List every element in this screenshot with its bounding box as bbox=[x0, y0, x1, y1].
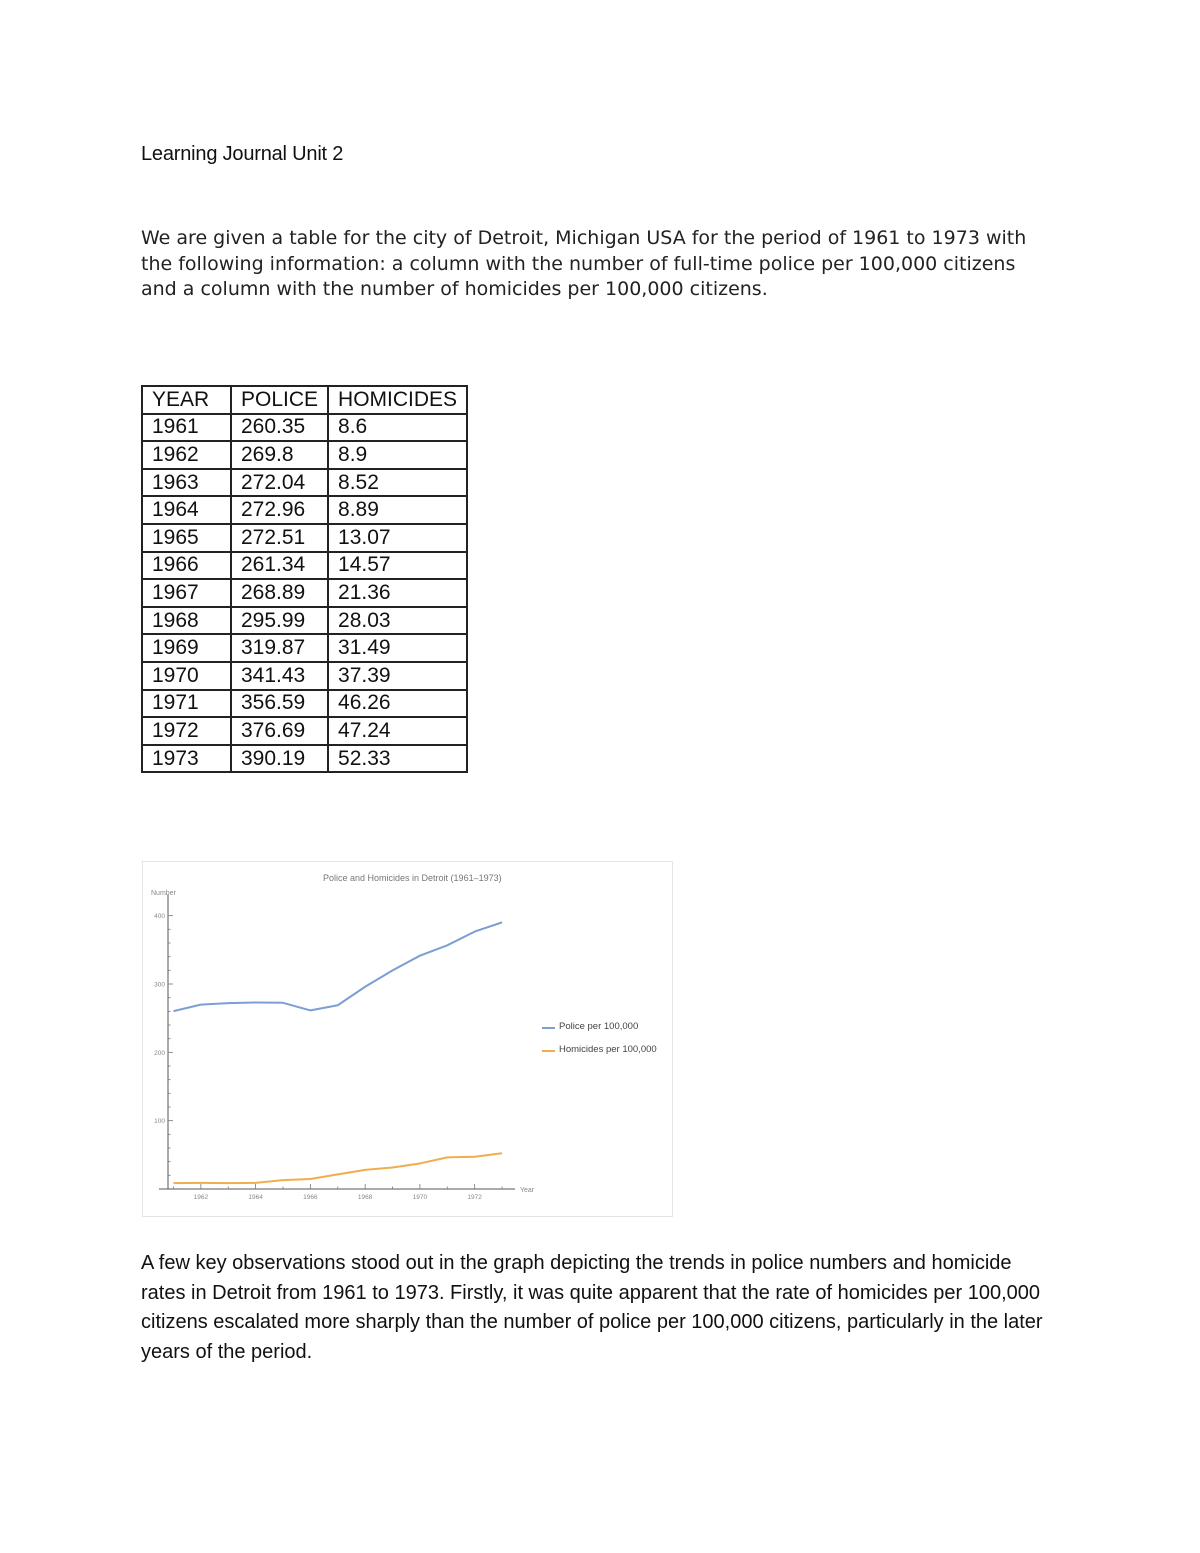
cell-homicides: 8.52 bbox=[328, 469, 467, 497]
y-tick-label: 400 bbox=[154, 913, 165, 921]
line-chart bbox=[142, 861, 673, 1217]
cell-year: 1966 bbox=[142, 552, 231, 580]
header-homicides: HOMICIDES bbox=[328, 386, 467, 414]
table-row bbox=[142, 745, 467, 773]
legend-label-police: Police per 100,000 bbox=[559, 1021, 639, 1032]
table-row bbox=[142, 524, 467, 552]
observation-paragraph: A few key observations stood out in the graph depicting the trends in police numbers and homicide rates in Detroit from 1961 to 1973. Firstly, it was quite apparent that the rate of homicides per 100,000 citizens escalated more sharply than the number of police per 100,000 citizens, particularly in the later years of the period. bbox=[141, 1252, 1043, 1363]
y-tick-label: 100 bbox=[154, 1118, 165, 1126]
cell-homicides: 13.07 bbox=[328, 524, 467, 552]
cell-year: 1969 bbox=[142, 634, 231, 662]
table-row bbox=[142, 579, 467, 607]
homicides-series-line bbox=[173, 1153, 502, 1183]
cell-police: 260.35 bbox=[231, 414, 328, 442]
table-row bbox=[142, 690, 467, 718]
cell-police: 272.04 bbox=[231, 469, 328, 497]
intro-paragraph: We are given a table for the city of Detroit, Michigan USA for the period of 1961 to 1973 with the following information: a column with the number of full-time police per 100,000 citizens and a column with the number of homicides per 100,000 citizens. bbox=[141, 227, 1027, 300]
cell-homicides: 47.24 bbox=[328, 717, 467, 745]
cell-year: 1963 bbox=[142, 469, 231, 497]
cell-police: 261.34 bbox=[231, 552, 328, 580]
table-row bbox=[142, 662, 467, 690]
cell-police: 319.87 bbox=[231, 634, 328, 662]
y-tick-label: 300 bbox=[154, 981, 165, 989]
cell-police: 341.43 bbox=[231, 662, 328, 690]
cell-police: 390.19 bbox=[231, 745, 328, 773]
cell-homicides: 31.49 bbox=[328, 634, 467, 662]
cell-homicides: 37.39 bbox=[328, 662, 467, 690]
cell-year: 1962 bbox=[142, 441, 231, 469]
table-row bbox=[142, 441, 467, 469]
chart-svg bbox=[143, 862, 672, 1216]
x-tick-label: 1972 bbox=[467, 1194, 482, 1201]
cell-police: 272.96 bbox=[231, 496, 328, 524]
cell-police: 269.8 bbox=[231, 441, 328, 469]
y-axis-label: Number bbox=[151, 890, 176, 897]
table-row bbox=[142, 552, 467, 580]
cell-year: 1961 bbox=[142, 414, 231, 442]
x-tick-label: 1968 bbox=[357, 1194, 373, 1201]
chart-title: Police and Homicides in Detroit (1961–1973) bbox=[323, 873, 502, 883]
cell-year: 1973 bbox=[142, 745, 231, 773]
cell-homicides: 8.6 bbox=[328, 414, 467, 442]
cell-homicides: 14.57 bbox=[328, 552, 467, 580]
x-axis-label: Year bbox=[520, 1187, 535, 1194]
cell-year: 1965 bbox=[142, 524, 231, 552]
table-row bbox=[142, 634, 467, 662]
table-header-row bbox=[142, 386, 467, 414]
table-row bbox=[142, 496, 467, 524]
cell-police: 272.51 bbox=[231, 524, 328, 552]
cell-year: 1967 bbox=[142, 579, 231, 607]
header-police: POLICE bbox=[231, 386, 328, 414]
cell-police: 295.99 bbox=[231, 607, 328, 635]
cell-homicides: 8.89 bbox=[328, 496, 467, 524]
legend-label-homicides: Homicides per 100,000 bbox=[559, 1044, 657, 1055]
table-row bbox=[142, 414, 467, 442]
cell-homicides: 21.36 bbox=[328, 579, 467, 607]
cell-homicides: 46.26 bbox=[328, 690, 467, 718]
cell-police: 356.59 bbox=[231, 690, 328, 718]
cell-police: 376.69 bbox=[231, 717, 328, 745]
cell-year: 1971 bbox=[142, 690, 231, 718]
table-row bbox=[142, 717, 467, 745]
chart-axes bbox=[154, 895, 515, 1201]
cell-homicides: 28.03 bbox=[328, 607, 467, 635]
table-row bbox=[142, 469, 467, 497]
document-title: Learning Journal Unit 2 bbox=[141, 143, 344, 165]
table-row bbox=[142, 607, 467, 635]
cell-year: 1968 bbox=[142, 607, 231, 635]
x-tick-label: 1962 bbox=[193, 1194, 209, 1201]
chart-series bbox=[173, 922, 502, 1183]
cell-police: 268.89 bbox=[231, 579, 328, 607]
x-tick-label: 1970 bbox=[412, 1194, 428, 1201]
x-tick-label: 1964 bbox=[248, 1194, 263, 1201]
cell-homicides: 52.33 bbox=[328, 745, 467, 773]
x-tick-label: 1966 bbox=[303, 1194, 318, 1201]
y-tick-label: 200 bbox=[154, 1049, 165, 1057]
cell-year: 1964 bbox=[142, 496, 231, 524]
data-table bbox=[141, 385, 468, 773]
header-year: YEAR bbox=[142, 386, 231, 414]
police-series-line bbox=[173, 922, 502, 1011]
cell-homicides: 8.9 bbox=[328, 441, 467, 469]
chart-legend bbox=[542, 1021, 657, 1055]
cell-year: 1972 bbox=[142, 717, 231, 745]
cell-year: 1970 bbox=[142, 662, 231, 690]
